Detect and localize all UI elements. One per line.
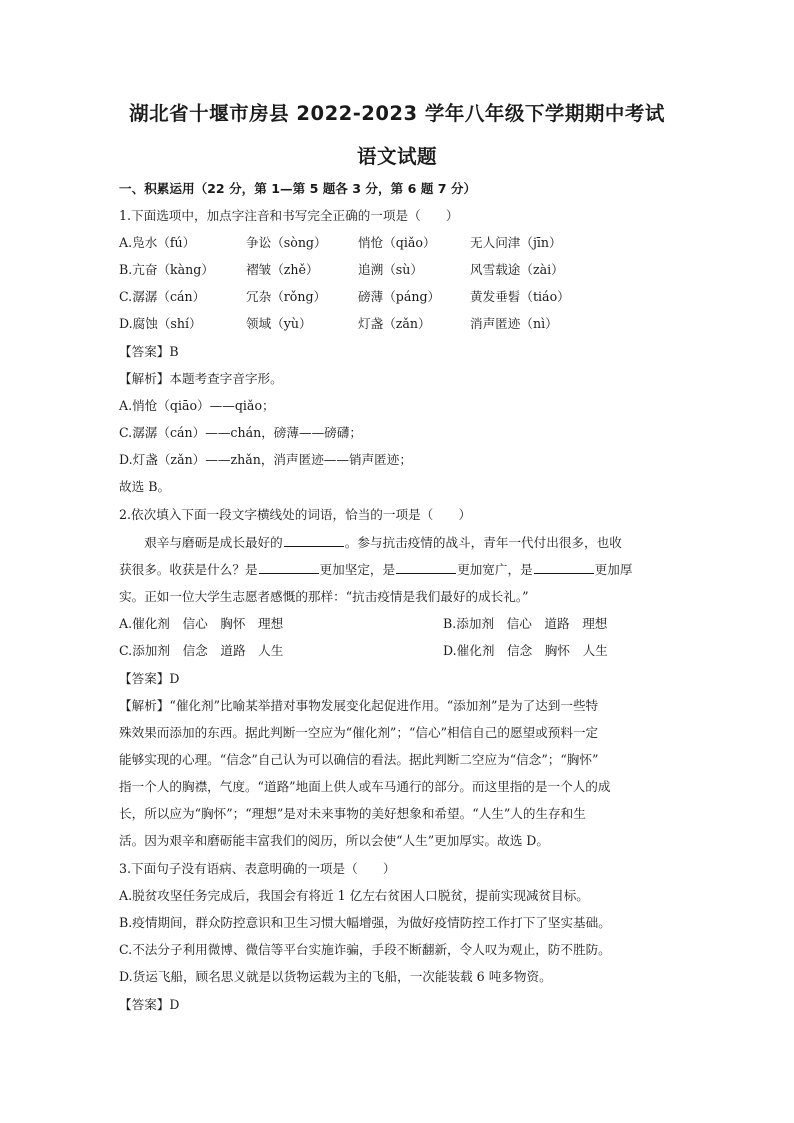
q1-option-d-1: D.腐蚀（shí）	[119, 316, 202, 331]
q1-answer: 【答案】B	[119, 344, 179, 359]
q3-option-c: C.不法分子利用微博、微信等平台实施诈骗，手段不断翻新，令人叹为观止，防不胜防。	[119, 942, 611, 957]
page-title: 湖北省十堰市房县 2022-2023 学年八年级下学期期中考试	[129, 102, 665, 125]
fill-blank-4	[534, 561, 594, 574]
section-heading: 一、积累运用（22 分，第 1—第 5 题各 3 分，第 6 题 7 分）	[119, 181, 477, 196]
q2-passage-line	[119, 561, 632, 579]
q1-option-b-2: 褶皱（zhě）	[246, 262, 319, 277]
q1-option-a-1: A.凫水（fú）	[119, 235, 196, 250]
q2-passage-text: 更加坚定，是	[319, 562, 396, 577]
q2-passage-text: 获很多。收获是什么？是	[119, 562, 258, 577]
q2-answer: 【答案】D	[119, 671, 180, 686]
q1-option-c-3: 磅薄（páng）	[358, 289, 441, 304]
q1-option-b-1: B.亢奋（kàng）	[119, 262, 214, 277]
q1-option-c-2: 冗杂（rǒng）	[246, 289, 327, 304]
q2-option-c: C.添加剂 信念 道路 人生	[119, 643, 284, 658]
q1-option-b-3: 追溯（sù）	[358, 262, 423, 277]
question-2-stem: 2.依次填入下面一段文字横线处的词语，恰当的一项是（ ）	[119, 507, 472, 522]
q1-option-a-3: 悄怆（qiǎo）	[358, 235, 436, 250]
q3-answer: 【答案】D	[119, 997, 180, 1012]
q1-option-a-4: 无人问津（jīn）	[470, 235, 562, 250]
q1-analysis-line: A.悄怆（qiāo）——qiǎo；	[119, 398, 275, 413]
q3-option-d: D.货运飞船，顾名思义就是以货物运载为主的飞船，一次能装载 6 吨多物资。	[119, 969, 552, 984]
q3-option-b: B.疫情期间，群众防控意识和卫生习惯大幅增强，为做好疫情防控工作打下了坚实基础。	[119, 915, 611, 930]
q2-option-b: B.添加剂 信心 道路 理想	[443, 616, 608, 631]
q1-option-d-4: 消声匿迹（nì）	[470, 316, 558, 331]
q2-passage-text: 更加厚	[594, 562, 633, 577]
q2-passage-line: 实。正如一位大学生志愿者感慨的那样：“抗击疫情是我们最好的成长礼。”	[119, 589, 529, 604]
q1-option-c-4: 黄发垂髫（tiáo）	[470, 289, 570, 304]
q2-option-a: A.催化剂 信心 胸怀 理想	[119, 616, 284, 631]
q2-analysis-line: 能够实现的心理。“信念”自己认为可以确信的看法。据此判断二空应为“信念”；“胸怀”	[119, 752, 599, 767]
q1-analysis-line: C.潺潺（cán）——chán，磅薄——磅礴；	[119, 425, 362, 440]
question-3-stem: 3.下面句子没有语病、表意明确的一项是（ ）	[119, 861, 396, 876]
q2-passage-text: 艰辛与磨砺是成长最好的	[119, 535, 283, 550]
q2-option-d: D.催化剂 信念 胸怀 人生	[443, 643, 608, 658]
q2-passage-text: 。参与抗击疫情的战斗，青年一代付出很多，也收	[344, 535, 622, 550]
q1-option-d-3: 灯盏（zǎn）	[358, 316, 431, 331]
question-1-stem: 1.下面选项中，加点字注音和书写完全正确的一项是（ ）	[119, 208, 459, 223]
q1-option-d-2: 领域（yù）	[246, 316, 312, 331]
q1-analysis-line: D.灯盏（zǎn）——zhǎn，消声匿迹——销声匿迹；	[119, 452, 412, 467]
fill-blank-2	[259, 561, 319, 574]
q2-analysis-line: 长，所以应为“胸怀”；“理想”是对未来事物的美好想象和希望。“人生”人的生存和生	[119, 806, 586, 821]
q2-analysis-line: 殊效果而添加的东西。据此判断一空应为“催化剂”；“信心”相信自己的愿望或预料一定	[119, 725, 599, 740]
q2-passage-line	[119, 534, 622, 552]
q1-analysis-line: 【解析】本题考查字音字形。	[119, 371, 283, 386]
q2-analysis-line: 活。因为艰辛和磨砺能丰富我们的阅历，所以会使“人生”更加厚实。故选 D。	[119, 833, 549, 848]
q1-option-a-2: 争讼（sòng）	[246, 235, 327, 250]
q2-analysis-line: 指一个人的胸襟，气度。“道路”地面上供人或车马通行的部分。而这里指的是一个人的成	[119, 779, 611, 794]
q3-option-a: A.脱贫攻坚任务完成后，我国会有将近 1 亿左右贫困人口脱贫，提前实现减贫目标。	[119, 888, 589, 903]
q2-passage-text: 更加宽广，是	[457, 562, 533, 577]
page-subtitle: 语文试题	[356, 145, 437, 168]
q1-option-c-1: C.潺潺（cán）	[119, 289, 206, 304]
q1-analysis-line: 故选 B。	[119, 479, 171, 494]
q2-analysis-line: 【解析】“催化剂”比喻某举措对事物发展变化起促进作用。“添加剂”是为了达到一些特	[119, 698, 599, 713]
fill-blank-3	[396, 561, 456, 574]
fill-blank-1	[284, 534, 344, 547]
q1-option-b-4: 风雪载途（zài）	[470, 262, 564, 277]
